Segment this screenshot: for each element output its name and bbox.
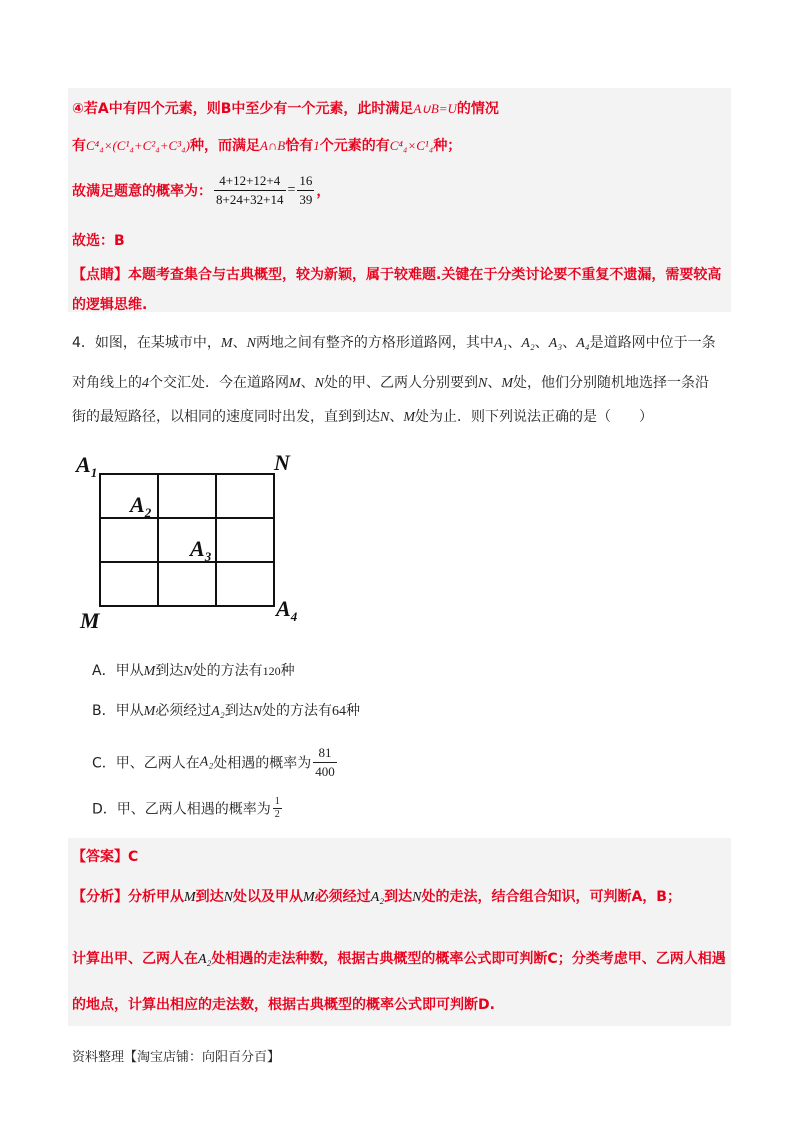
text-span: 处为止．则下列说法正确的是（ ） <box>415 409 654 425</box>
fraction-numerator: 1 <box>274 796 280 807</box>
analysis-line-1 <box>72 886 681 906</box>
var-n: N <box>412 890 422 905</box>
var-m: M <box>403 410 416 425</box>
text-span: 处的方法有 <box>262 703 333 719</box>
text-span: 处的方法有 <box>192 663 263 679</box>
solution-line-2 <box>72 135 461 155</box>
comment-line-1: 【点睛】本题考查集合与古典概型，较为新颖，属于较难题.关键在于分类讨论要不重复不遗漏，需要较高 <box>72 267 722 283</box>
text-span: 个元素的有 <box>319 138 390 154</box>
fraction-denominator: 400 <box>315 764 335 779</box>
text-span: 处的走法，结合组合知识，可判断A，B； <box>421 889 681 905</box>
text-span: 处相遇的概率为 <box>213 755 312 772</box>
var-n: N <box>246 336 256 351</box>
text-span: 种，而满足 <box>189 138 260 154</box>
text-span: 故满足题意的概率为： <box>72 183 212 200</box>
text-span: 是道路网中位于一条 <box>589 335 716 351</box>
equals-sign: = <box>287 182 296 198</box>
math-combination-product: C⁴₄×C¹₄ <box>389 138 434 153</box>
road-grid-figure <box>72 446 312 636</box>
text-span: 处相遇的走法种数，根据古典概型的概率公式即可判断C；分类考虑甲、乙两人相遇 <box>211 951 726 967</box>
answer-line: 【答案】C <box>72 849 139 865</box>
probability-fraction <box>313 744 337 781</box>
question-line-1 <box>72 332 716 352</box>
var-m: M <box>220 336 233 351</box>
text-span: C．甲、乙两人在 <box>92 755 200 772</box>
text-span: 两地之间有整齐的方格形道路网，其中 <box>255 335 494 351</box>
number-4: 4 <box>142 376 149 391</box>
text-span: 必须经过 <box>155 703 212 719</box>
text-span: A．甲从 <box>92 663 144 679</box>
label-a3: $A_3$ <box>190 536 212 564</box>
fraction-denominator: 8+24+32+14 <box>216 192 284 207</box>
var-n: N <box>252 704 263 719</box>
text-span: ， <box>316 183 331 200</box>
text-span: 到达 <box>195 889 224 905</box>
option-b <box>92 700 360 720</box>
text-span: 、 <box>507 335 522 351</box>
math-union: A∪B=U <box>413 101 457 116</box>
var-a2: A₂ <box>370 890 385 905</box>
label-a4: $A_4$ <box>276 596 298 624</box>
fraction-denominator: 2 <box>274 809 280 820</box>
var-a1: A₁ <box>493 336 508 351</box>
text-span: 种 <box>280 663 295 679</box>
var-m: M <box>289 376 301 391</box>
var-a2: A₂ <box>211 704 225 719</box>
text-span: 有 <box>72 138 86 154</box>
text-span: 个交汇处．今在道路网 <box>149 375 289 391</box>
text-span: 、 <box>389 409 404 425</box>
var-a4: A₄ <box>576 336 590 351</box>
result-fraction <box>297 172 314 209</box>
math-number: 1 <box>313 138 320 153</box>
math-combination-sum: C⁴₄×(C¹₄+C²₄+C³₄) <box>86 138 190 153</box>
text-span: 到达 <box>224 703 253 719</box>
var-n: N <box>478 376 488 391</box>
text-span: 种； <box>433 138 462 154</box>
math-intersection: A∩B <box>259 138 286 153</box>
var-n: N <box>223 890 234 905</box>
option-a <box>92 660 295 680</box>
text-span: 、 <box>232 335 247 351</box>
grid-outer-border <box>100 474 274 606</box>
choice-line: 故选：B <box>72 233 125 249</box>
analysis-line-2 <box>72 948 726 968</box>
text-span: 、 <box>562 335 577 351</box>
fraction-denominator: 39 <box>299 192 313 207</box>
label-n: N <box>274 450 290 475</box>
question-line-3 <box>72 406 653 426</box>
var-m: M <box>501 376 514 391</box>
var-a3: A₃ <box>548 336 563 351</box>
text-span: 处以及甲从 <box>233 889 304 905</box>
fraction-numerator: 16 <box>297 172 314 191</box>
label-a2: $A_2$ <box>130 492 152 520</box>
text-span: 计算出甲、乙两人在 <box>72 951 198 967</box>
text-span: ④若A中有四个元素，则B中至少有一个元素，此时满足 <box>72 101 414 117</box>
text-span: 街的最短路径，以相同的速度同时出发，直到到达 <box>72 409 380 425</box>
text-span: 、 <box>300 375 315 391</box>
text-span: 、 <box>534 335 549 351</box>
number-120: 120 <box>262 664 281 678</box>
text-span: 到达 <box>384 889 413 905</box>
option-d <box>92 796 284 821</box>
text-span: D．甲、乙两人相遇的概率为 <box>92 801 271 818</box>
footer-text: 资料整理【淘宝店铺：向阳百分百】 <box>72 1050 281 1065</box>
var-n: N <box>380 410 390 425</box>
text-span: 种 <box>346 703 361 719</box>
var-m: M <box>143 664 156 679</box>
text-span: 必须经过 <box>314 889 371 905</box>
var-n: N <box>314 376 325 391</box>
text-span: 、 <box>487 375 502 391</box>
solution-line-1 <box>72 98 499 118</box>
text-span: 处，他们分别随机地选择一条沿 <box>513 375 710 391</box>
var-m: M <box>143 704 156 719</box>
label-m: M <box>80 608 100 633</box>
grid-lines <box>100 474 274 606</box>
question-line-2 <box>72 372 709 392</box>
text-span: 的情况 <box>456 101 499 117</box>
text-span: 对角线上的 <box>72 375 142 391</box>
text-span: 处的甲、乙两人分别要到 <box>324 375 479 391</box>
var-a2: A₂ <box>199 754 214 770</box>
probability-fraction <box>214 172 286 209</box>
solution-line-3 <box>72 172 330 209</box>
fraction-numerator: 81 <box>313 744 337 763</box>
fraction-numerator: 4+12+12+4 <box>214 172 286 191</box>
text-span: 4．如图，在某城市中， <box>72 335 221 351</box>
option-c <box>92 744 339 781</box>
var-n: N <box>183 664 193 679</box>
text-span: B．甲从 <box>92 703 144 719</box>
text-span: 【分析】分析甲从 <box>72 889 184 905</box>
text-span: 到达 <box>155 663 184 679</box>
var-m: M <box>303 890 315 905</box>
number-64: 64 <box>332 704 347 719</box>
text-span: 恰有 <box>285 138 314 154</box>
analysis-line-3: 的地点，计算出相应的走法数，根据古典概型的概率公式即可判断D. <box>72 997 495 1013</box>
var-m: M <box>184 890 196 905</box>
var-a2: A₂ <box>521 336 535 351</box>
comment-line-2: 的逻辑思维. <box>72 297 148 313</box>
label-a1: $A_1$ <box>76 452 98 480</box>
probability-fraction <box>273 796 282 821</box>
var-a2: A₂ <box>198 952 212 967</box>
